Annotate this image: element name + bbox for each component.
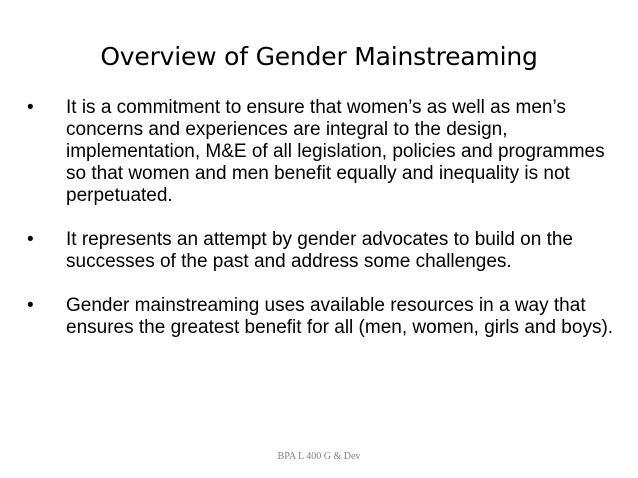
bullet-text: It represents an attempt by gender advocates to build on the successes of the past and address some challenges. — [66, 229, 573, 272]
bullet-text: It is a commitment to ensure that women’s as well as men’s concerns and experiences are integral to the design, implementation, M&E of all legislation, policies and programmes so that women and men benefit equally and inequality is not perpetuated. — [66, 97, 605, 206]
bullet-marker: • — [27, 295, 34, 316]
bullet-list — [27, 97, 622, 339]
bullet-text: Gender mainstreaming uses available resources in a way that ensures the greatest benefit for all (men, women, girls and boys). — [66, 295, 614, 338]
bullet-item-resources — [27, 295, 622, 339]
bullet-item-commitment — [27, 97, 622, 207]
slide-title: Overview of Gender Mainstreaming — [100, 42, 538, 71]
bullet-marker: • — [27, 229, 34, 250]
slide-footer: BPA L 400 G & Dev — [277, 451, 361, 462]
bullet-marker: • — [27, 97, 34, 118]
bullet-item-attempt — [27, 229, 622, 273]
